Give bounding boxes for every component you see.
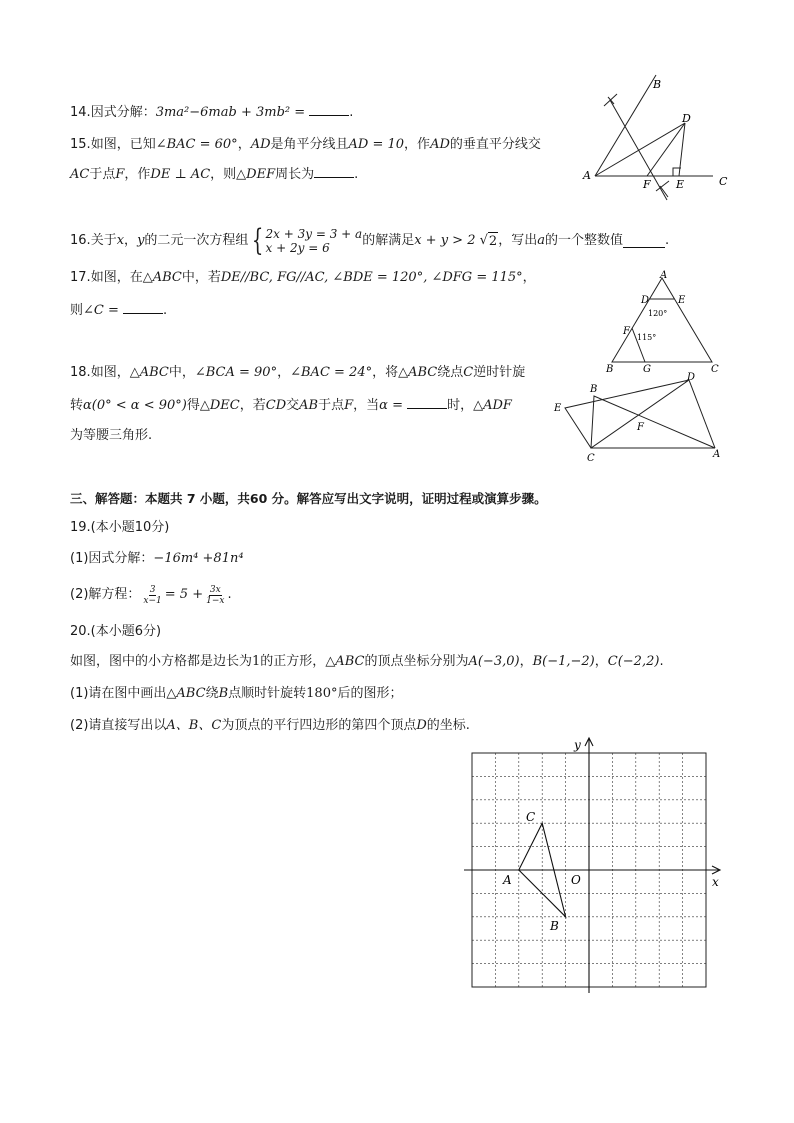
- label-d: D: [687, 372, 696, 383]
- label-f: F: [637, 422, 644, 433]
- question-15-line2: AC于点F，作DE ⊥ AC，则△DEF周长为 .: [70, 167, 359, 182]
- answer-blank[interactable]: [623, 235, 665, 248]
- equation-system: { 2x + 3y = 3 + a x + 2y = 6: [252, 223, 363, 258]
- triangle-dec: [565, 380, 689, 448]
- x-axis-label: x: [712, 875, 719, 889]
- label-g: G: [643, 364, 651, 375]
- label-e: E: [676, 178, 685, 191]
- label-c: C: [719, 175, 728, 188]
- label-a: A: [583, 169, 591, 182]
- question-17-line2: 则∠C = .: [70, 303, 168, 318]
- fraction-2: $\frac{3x}{1-x}$: [206, 584, 225, 606]
- question-20-part2: (2)请直接写出以A、B、C为顶点的平行四边形的第四个顶点D的坐标.: [70, 718, 470, 733]
- section-3-title: 三、解答题：本题共 7 小题，共60 分。解答应写出文字说明，证明过程或演算步骤。: [70, 491, 547, 506]
- figure-18: [550, 370, 730, 465]
- segment-ad: [689, 380, 715, 448]
- label-c: C: [526, 810, 536, 824]
- segment-ad: [595, 123, 685, 176]
- answer-blank[interactable]: [123, 301, 163, 314]
- angle-120: 120°: [648, 309, 668, 318]
- question-20-intro: 如图，图中的小方格都是边长为1的正方形，△ABC的顶点坐标分别为A(−3,0)，B(−1,−2)，C(−2,2).: [70, 654, 664, 669]
- question-19-part2: (2)解方程： $\frac{3}{x-1}$ = 5 + $\frac{3x}{1-x}$ .: [70, 584, 232, 606]
- label-b: B: [550, 919, 559, 933]
- label-c: C: [711, 364, 719, 375]
- answer-blank[interactable]: [309, 103, 349, 116]
- coordinate-grid[interactable]: [462, 735, 732, 1000]
- answer-blank[interactable]: [407, 396, 447, 409]
- triangle-abc: [591, 396, 715, 448]
- figure-17: [600, 270, 730, 378]
- question-17-line1: 17.如图，在△ABC中，若DE//BC, FG//AC, ∠BDE = 120°, ∠DFG = 115°，: [70, 270, 536, 285]
- figure-15: [580, 70, 730, 215]
- ray-ab: [595, 75, 656, 176]
- label-e: E: [678, 295, 686, 306]
- label-f: F: [643, 178, 651, 191]
- label-b: B: [606, 364, 614, 375]
- label-b: B: [590, 384, 598, 395]
- question-19-header: 19.(本小题10分): [70, 520, 170, 535]
- question-18-line3: 为等腰三角形.: [70, 428, 153, 443]
- question-20-part1: (1)请在图中画出△ABC绕B点顺时针旋转180°后的图形；: [70, 686, 403, 701]
- answer-blank[interactable]: [314, 165, 354, 178]
- label-a: A: [503, 873, 512, 887]
- angle-115: 115°: [637, 333, 657, 342]
- label-f: F: [623, 326, 630, 337]
- question-16: 16. 关于 x ， y 的二元一次方程组 { 2x + 3y = 3 + a x + 2y = 6 的解满足 x + y > 2 √ 2 ，写出 a 的一个整数值 .: [70, 223, 670, 258]
- label-a: A: [713, 449, 721, 460]
- question-14: 14.因式分解：3ma²−6mab + 3mb² = .: [70, 105, 354, 120]
- question-15-line1: 15.如图，已知∠BAC = 60°，AD是角平分线且AD = 10，作AD的垂直平分线交: [70, 137, 541, 152]
- question-18-line2: 转α(0° < α < 90°)得△DEC，若CD交AB于点F，当α = 时，△ADF: [70, 398, 512, 413]
- triangle-abc: [612, 278, 712, 362]
- origin-label: O: [571, 873, 581, 887]
- y-axis-label: y: [574, 738, 581, 752]
- question-18-line1: 18.如图，△ABC中，∠BCA = 90°，∠BAC = 24°，将△ABC绕点C逆时针旋: [70, 365, 526, 380]
- perp-bisector: [610, 100, 667, 200]
- question-20-header: 20.(本小题6分): [70, 624, 162, 639]
- label-b: B: [653, 78, 662, 91]
- label-e: E: [554, 403, 562, 414]
- label-d: D: [641, 295, 650, 306]
- label-c: C: [587, 453, 595, 464]
- label-d: D: [682, 112, 691, 125]
- question-19-part1: (1)因式分解：−16m⁴ +81n⁴: [70, 551, 244, 566]
- label-a: A: [660, 270, 668, 281]
- fraction-1: $\frac{3}{x-1}$: [143, 584, 162, 606]
